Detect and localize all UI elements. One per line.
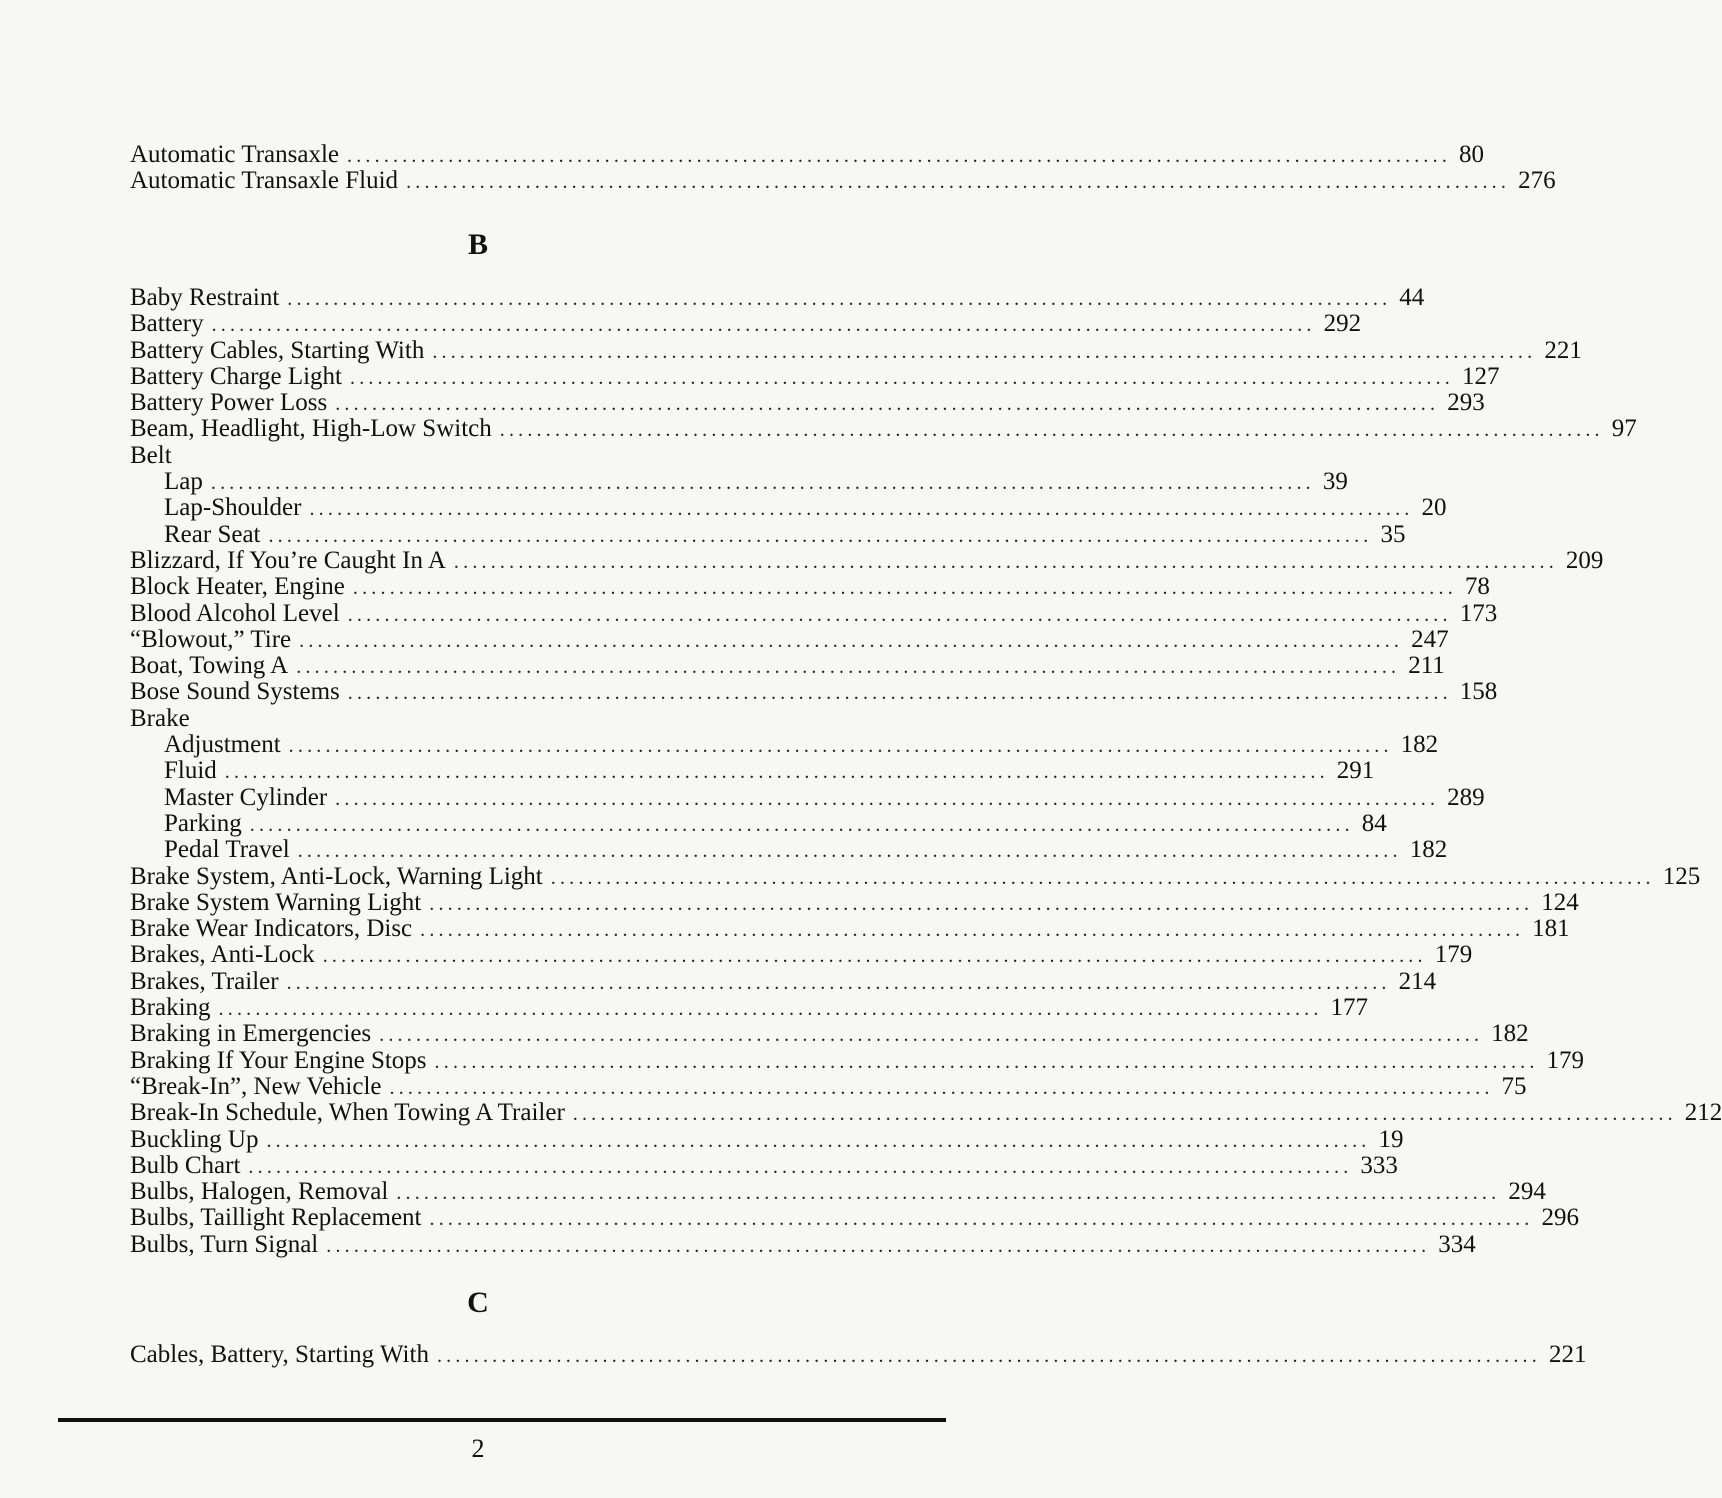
entry-label: Brake <box>130 704 190 732</box>
index-entry <box>130 652 1445 680</box>
entry-label: Buckling Up <box>130 1125 259 1153</box>
dot-leader: ........................................................................................................................ <box>335 393 1440 416</box>
dot-leader: ........................................................................................................................ <box>224 761 1329 784</box>
dot-leader: ........................................................................................................................ <box>335 787 1440 810</box>
index-entry <box>130 706 823 732</box>
dot-leader: ........................................................................................................................ <box>453 550 1558 573</box>
entry-page-number: 296 <box>1541 1204 1579 1232</box>
entry-page-number: 276 <box>1518 167 1556 195</box>
entry-page-number: 84 <box>1361 809 1387 837</box>
entry-label: Belt <box>130 441 172 469</box>
entry-label: “Blowout,” Tire <box>130 625 292 653</box>
index-entry <box>130 967 1437 995</box>
dot-leader: ........................................................................................................................ <box>287 288 1392 310</box>
index-entry <box>130 310 1362 338</box>
dot-leader: ........................................................................................................................ <box>326 1234 1431 1257</box>
entry-page-number: 80 <box>1459 141 1485 168</box>
dot-leader: ........................................................................................................................ <box>296 656 1401 679</box>
dot-leader: ........................................................................................................................ <box>572 1103 1677 1126</box>
entry-label: Braking in Emergencies <box>130 1020 372 1048</box>
entry-page-number: 127 <box>1462 362 1500 390</box>
entry-label: Blood Alcohol Level <box>130 599 340 627</box>
index-entry <box>130 915 1570 943</box>
dot-leader: ........................................................................................................................ <box>429 892 1534 915</box>
entry-page-number: 39 <box>1322 468 1348 496</box>
entry-label: Bulbs, Taillight Replacement <box>130 1204 422 1232</box>
entry-page-number: 75 <box>1501 1072 1527 1100</box>
entry-page-number: 179 <box>1546 1046 1585 1074</box>
dot-leader: ........................................................................................................................ <box>396 1182 1501 1205</box>
dot-leader: ........................................................................................................................ <box>347 603 1452 626</box>
index-entry <box>130 1125 1404 1153</box>
entry-page-number: 182 <box>1400 731 1439 759</box>
index-entry <box>130 599 1498 627</box>
index-entry <box>130 1020 1529 1048</box>
index-entry <box>130 284 1425 311</box>
index-subentry <box>130 494 1447 522</box>
entry-label: Pedal Travel <box>164 836 290 864</box>
entry-label: Bulb Chart <box>130 1151 241 1179</box>
entry-label: “Break-In”, New Vehicle <box>130 1072 382 1100</box>
entry-label: Rear Seat <box>164 520 261 548</box>
entry-page-number: 182 <box>1491 1020 1529 1048</box>
index-subentry <box>130 520 1406 548</box>
dot-leader: ........................................................................................................................ <box>309 498 1414 521</box>
entry-label: Braking <box>130 994 211 1022</box>
dot-leader: ........................................................................................................................ <box>347 682 1452 705</box>
index-entry <box>130 888 1579 916</box>
dot-leader: ........................................................................................................................ <box>420 919 1525 942</box>
entry-page-number: 247 <box>1411 625 1449 653</box>
dot-leader: ........................................................................................................................ <box>352 577 1457 600</box>
entry-label: Brake Wear Indicators, Disc <box>130 915 413 943</box>
entry-label: Battery <box>130 310 204 338</box>
entry-page-number: 179 <box>1434 941 1473 969</box>
dot-leader: ........................................................................................................................ <box>432 340 1537 363</box>
entry-label: Fluid <box>164 757 217 785</box>
dot-leader: ........................................................................................................................ <box>266 1129 1371 1152</box>
entry-label: Break-In Schedule, When Towing A Trailer <box>130 1099 565 1127</box>
index-subentry <box>130 809 1387 837</box>
footer-rule <box>58 1418 946 1422</box>
entry-label: Baby Restraint <box>130 284 280 311</box>
index-entry <box>130 1151 1398 1179</box>
index-entry <box>130 941 1473 969</box>
entry-label: Adjustment <box>164 731 281 759</box>
entry-label: Brakes, Trailer <box>130 967 279 995</box>
index-subentry <box>130 757 1375 785</box>
index-entry <box>130 1099 1722 1127</box>
entry-page-number: 221 <box>1548 1341 1587 1368</box>
entry-page-number: 293 <box>1447 389 1485 417</box>
dot-leader: ........................................................................................................................ <box>350 366 1454 389</box>
index-section-a-continued <box>130 141 1556 195</box>
entry-label: Boat, Towing A <box>130 652 289 680</box>
entry-label: Beam, Headlight, High-Low Switch <box>130 415 492 443</box>
dot-leader: ........................................................................................................................ <box>322 945 1427 968</box>
index-entry <box>130 994 1369 1022</box>
index-entry <box>130 141 1485 168</box>
dot-leader: ........................................................................................................................ <box>499 419 1604 442</box>
dot-leader: ........................................................................................................................ <box>288 735 1393 758</box>
entry-label: Block Heater, Engine <box>130 573 345 601</box>
entry-page-number: 211 <box>1408 652 1445 680</box>
entry-page-number: 289 <box>1447 783 1485 811</box>
entry-page-number: 125 <box>1662 862 1701 890</box>
entry-label: Blizzard, If You’re Caught In A <box>130 546 446 574</box>
entry-page-number: 19 <box>1378 1125 1404 1153</box>
section-heading-c: C <box>467 1286 489 1319</box>
dot-leader: ........................................................................................................................ <box>406 171 1511 194</box>
dot-leader: ........................................................................................................................ <box>249 813 1354 836</box>
entry-label: Lap <box>164 468 203 496</box>
dot-leader: ........................................................................................................................ <box>379 1024 1484 1047</box>
entry-label: Braking If Your Engine Stops <box>130 1046 427 1074</box>
dot-leader: ........................................................................................................................ <box>347 145 1452 167</box>
index-entry <box>130 678 1498 706</box>
index-entry <box>130 546 1604 574</box>
entry-page-number: 35 <box>1380 520 1406 548</box>
dot-leader: ........................................................................................................................ <box>218 998 1323 1021</box>
index-entry <box>130 862 1701 890</box>
entry-page-number: 181 <box>1532 915 1570 943</box>
index-entry <box>130 573 1490 601</box>
index-subentry <box>130 836 1448 864</box>
entry-page-number: 292 <box>1323 310 1362 338</box>
entry-page-number: 20 <box>1421 494 1447 522</box>
entry-label: Battery Charge Light <box>130 362 342 390</box>
entry-page-number: 221 <box>1544 336 1582 364</box>
entry-page-number: 214 <box>1398 967 1437 995</box>
entry-label: Battery Cables, Starting With <box>130 336 425 364</box>
dot-leader: ........................................................................................................................ <box>429 1208 1534 1231</box>
dot-leader: ........................................................................................................................ <box>248 1155 1353 1178</box>
entry-label: Bose Sound Systems <box>130 678 340 706</box>
dot-leader: ........................................................................................................................ <box>550 866 1655 889</box>
entry-page-number: 44 <box>1399 284 1425 311</box>
section-heading-b: B <box>467 228 488 261</box>
index-entry <box>130 1072 1527 1100</box>
dot-leader: ........................................................................................................................ <box>286 971 1391 994</box>
entry-label: Automatic Transaxle <box>130 141 340 168</box>
index-section-b <box>130 284 1722 1258</box>
index-subentry <box>130 731 1439 759</box>
entry-label: Bulbs, Turn Signal <box>130 1230 319 1258</box>
entry-page-number: 209 <box>1565 546 1604 574</box>
entry-label: Master Cylinder <box>164 783 328 811</box>
entry-page-number: 78 <box>1464 573 1490 601</box>
dot-leader: ........................................................................................................................ <box>297 840 1402 863</box>
entry-page-number: 294 <box>1508 1178 1546 1206</box>
entry-page-number: 333 <box>1360 1151 1398 1179</box>
entry-page-number: 97 <box>1611 415 1637 443</box>
index-subentry <box>130 468 1348 496</box>
entry-label: Automatic Transaxle Fluid <box>130 167 399 195</box>
index-entry <box>130 1341 1587 1368</box>
entry-page-number: 182 <box>1409 836 1448 864</box>
entry-label: Brake System Warning Light <box>130 888 422 916</box>
entry-page-number: 158 <box>1459 678 1498 706</box>
entry-label: Bulbs, Halogen, Removal <box>130 1178 389 1206</box>
index-section-c <box>130 1341 1587 1368</box>
entry-label: Lap-Shoulder <box>164 494 302 522</box>
entry-page-number: 291 <box>1336 757 1375 785</box>
entry-label: Brake System, Anti-Lock, Warning Light <box>130 862 543 890</box>
entry-label: Brakes, Anti-Lock <box>130 941 315 969</box>
index-entry <box>130 1230 1476 1258</box>
entry-page-number: 334 <box>1438 1230 1476 1258</box>
index-entry <box>130 1046 1585 1074</box>
dot-leader: ........................................................................................................................ <box>210 472 1315 495</box>
index-entry <box>130 336 1582 364</box>
dot-leader: ........................................................................................................................ <box>268 524 1373 547</box>
entry-page-number: 124 <box>1541 888 1579 916</box>
entry-page-number: 177 <box>1330 994 1369 1022</box>
index-entry <box>130 1178 1546 1206</box>
index-entry <box>130 389 1485 417</box>
dot-leader: ........................................................................................................................ <box>434 1050 1539 1073</box>
index-subentry <box>130 783 1485 811</box>
entry-label: Battery Power Loss <box>130 389 328 417</box>
index-entry <box>130 443 823 469</box>
index-entry <box>130 167 1556 195</box>
index-entry <box>130 1204 1579 1232</box>
dot-leader: ........................................................................................................................ <box>436 1345 1541 1367</box>
page-number: 2 <box>471 1434 485 1463</box>
index-entry <box>130 625 1449 653</box>
entry-page-number: 212 <box>1684 1099 1722 1127</box>
dot-leader: ........................................................................................................................ <box>211 314 1316 337</box>
entry-page-number: 173 <box>1459 599 1498 627</box>
index-entry <box>130 362 1500 390</box>
dot-leader: ........................................................................................................................ <box>299 629 1404 652</box>
entry-label: Cables, Battery, Starting With <box>130 1341 429 1368</box>
dot-leader: ........................................................................................................................ <box>389 1076 1494 1099</box>
index-entry <box>130 415 1637 443</box>
entry-label: Parking <box>164 809 242 837</box>
